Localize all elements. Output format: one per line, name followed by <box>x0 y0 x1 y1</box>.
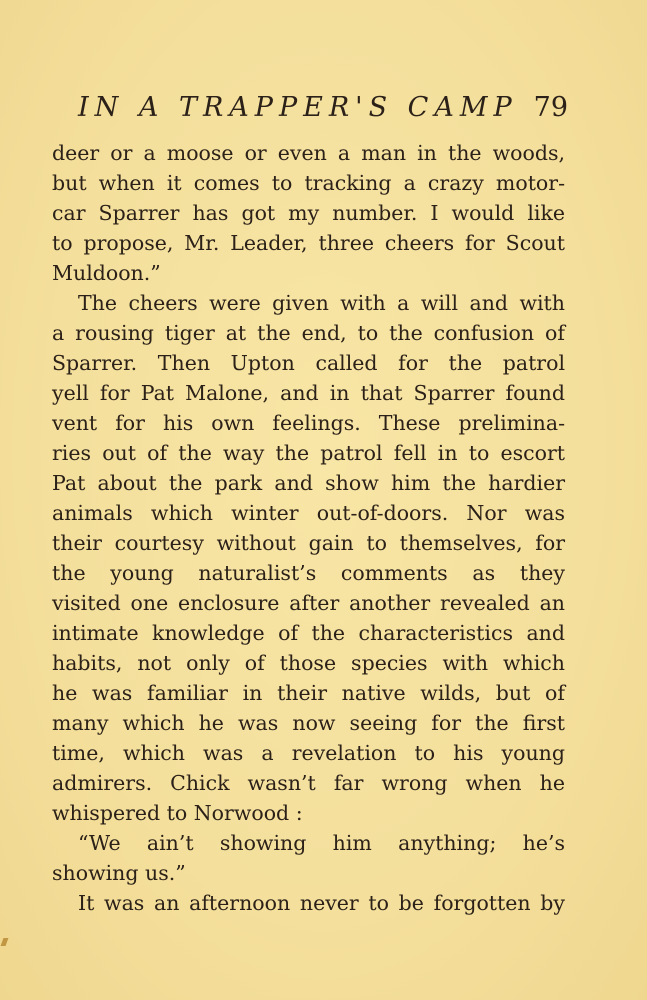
running-title: IN A TRAPPER'S CAMP <box>78 92 518 123</box>
text-line: showing us.” <box>52 861 186 885</box>
text-line: It was an afternoon never to be forgotten by <box>78 891 565 915</box>
text-line: time, which was a revelation to his young <box>52 741 565 765</box>
text-line: animals which winter out-of-doors. Nor was <box>52 501 565 525</box>
running-head <box>78 88 568 128</box>
text-line: intimate knowledge of the characteristics and <box>52 621 565 645</box>
text-line: “We ain’t showing him anything; he’s <box>78 831 565 855</box>
text-line: The cheers were given with a will and with <box>78 291 565 315</box>
text-line: Muldoon.” <box>52 261 161 285</box>
text-line: a rousing tiger at the end, to the confusion of <box>52 321 565 345</box>
text-line: yell for Pat Malone, and in that Sparrer found <box>52 381 565 405</box>
text-line: Pat about the park and show him the hardier <box>52 471 565 495</box>
text-line: vent for his own feelings. These prelimina- <box>52 411 565 435</box>
ink-mark <box>1 938 9 946</box>
text-line: Sparrer. Then Upton called for the patrol <box>52 351 565 375</box>
text-line: he was familiar in their native wilds, but of <box>52 681 565 705</box>
text-line: admirers. Chick wasn’t far wrong when he <box>52 771 565 795</box>
text-line: visited one enclosure after another revealed an <box>52 591 565 615</box>
text-line: the young naturalist’s comments as they <box>52 561 565 585</box>
text-line: whispered to Norwood : <box>52 801 303 825</box>
text-line: their courtesy without gain to themselves, for <box>52 531 565 555</box>
text-line: habits, not only of those species with which <box>52 651 565 675</box>
text-line: deer or a moose or even a man in the woods, <box>52 141 565 165</box>
text-line: car Sparrer has got my number. I would like <box>52 201 565 225</box>
page-number: 79 <box>533 92 568 123</box>
body-text <box>52 138 565 918</box>
text-line: but when it comes to tracking a crazy motor- <box>52 171 565 195</box>
text-line: to propose, Mr. Leader, three cheers for Scout <box>52 231 565 255</box>
text-line: many which he was now seeing for the first <box>52 711 565 735</box>
text-line: ries out of the way the patrol fell in to escort <box>52 441 565 465</box>
